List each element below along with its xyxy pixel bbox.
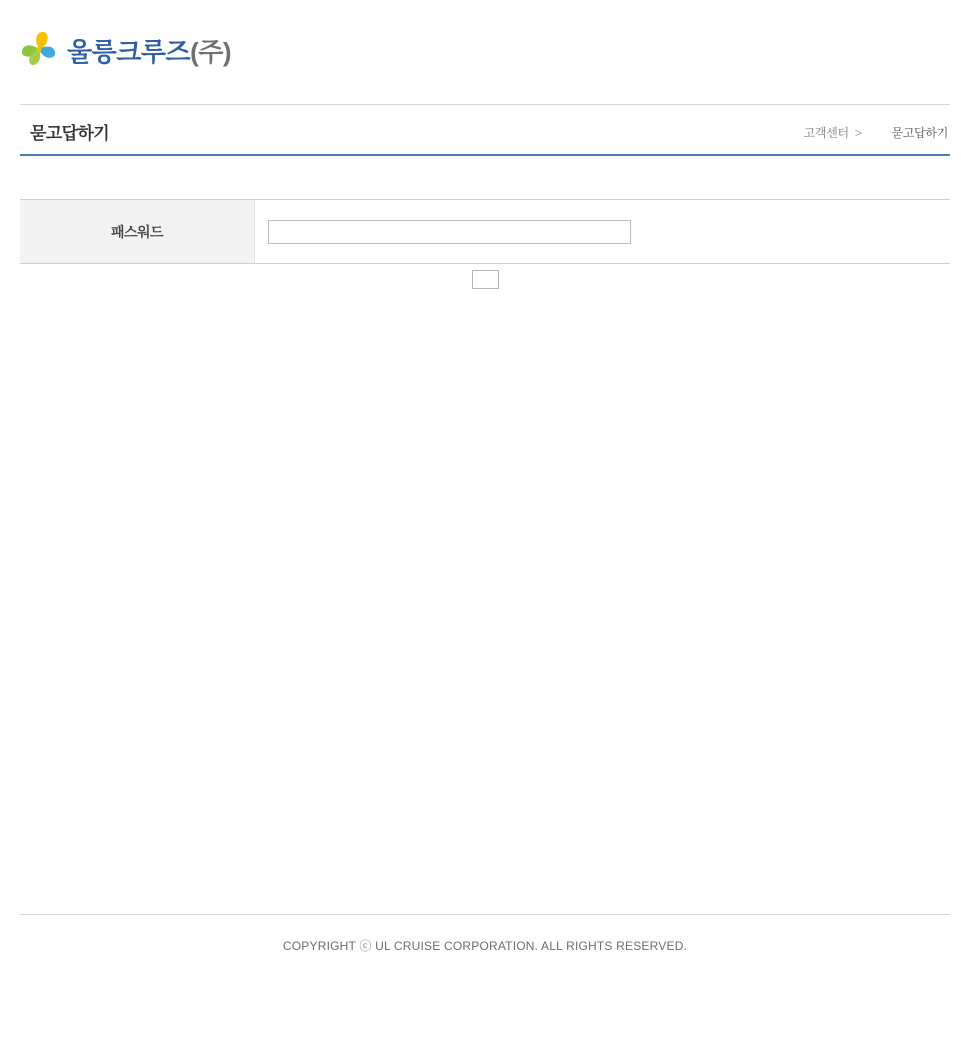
footer-divider: [20, 914, 950, 915]
submit-row: [20, 270, 950, 293]
password-input[interactable]: [268, 220, 631, 244]
page-title: 묻고답하기: [30, 124, 110, 143]
logo-name-main: 울릉크루즈: [67, 36, 191, 67]
site-logo-text: [67, 32, 231, 69]
password-label: 패스워드: [20, 200, 255, 264]
page-titlebar: [20, 104, 950, 156]
breadcrumb: [804, 124, 948, 141]
breadcrumb-root[interactable]: 고객센터: [803, 126, 849, 140]
submit-button[interactable]: [472, 270, 499, 289]
password-field-cell: [255, 200, 951, 264]
copyright-text: COPYRIGHT ⓒ UL CRUISE CORPORATION. ALL RIGHTS RESERVED.: [282, 939, 688, 953]
logo-name-suffix: (주): [190, 36, 232, 67]
pinwheel-flower-logo-icon: [20, 30, 58, 70]
site-header: [0, 0, 970, 104]
site-logo[interactable]: [20, 30, 231, 70]
password-form-table: [20, 199, 950, 264]
table-row: [20, 200, 950, 264]
main-content: [20, 199, 950, 293]
breadcrumb-current: 묻고답하기: [891, 126, 948, 140]
breadcrumb-separator: >: [854, 125, 862, 140]
site-footer: [0, 914, 970, 954]
